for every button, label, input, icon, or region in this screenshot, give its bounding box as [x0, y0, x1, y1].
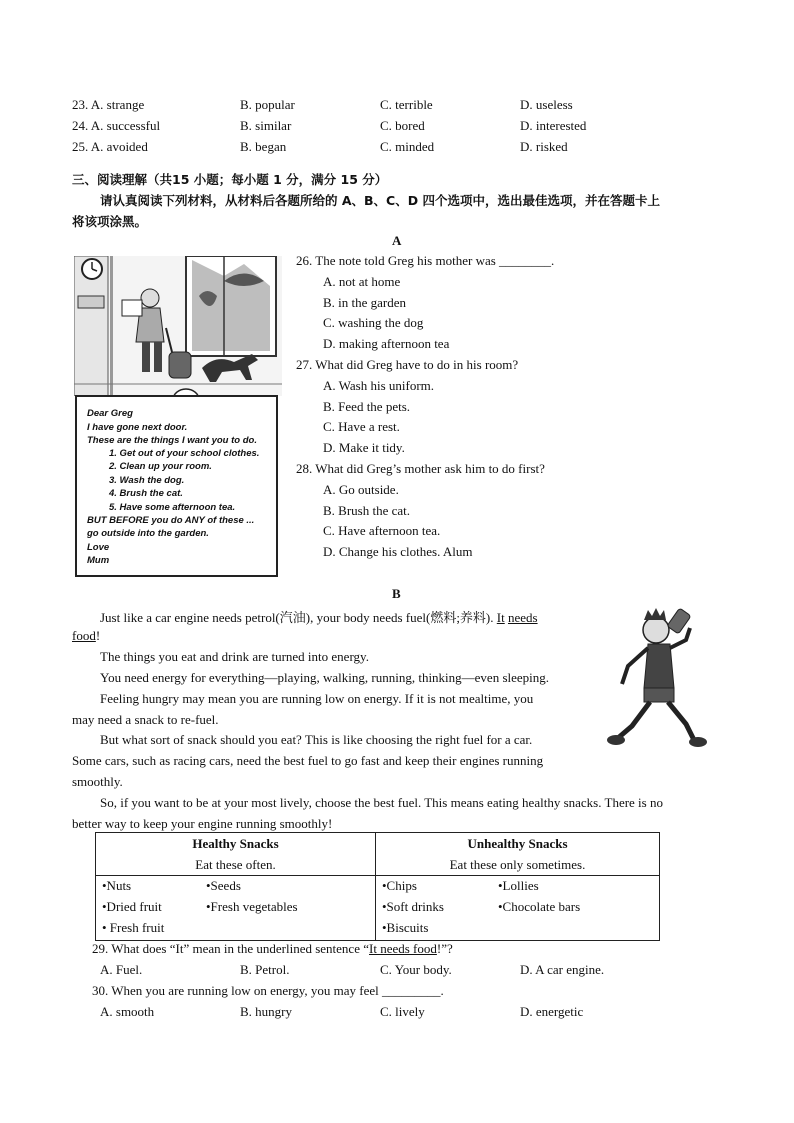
- q26-option-a: A. not at home: [323, 274, 401, 289]
- q24-option-c: C. bored: [380, 118, 425, 133]
- passage-b-p3: You need energy for everything—playing, walking, running, thinking—even sleeping.: [100, 670, 550, 685]
- q30-option-d: D. energetic: [520, 1004, 584, 1019]
- healthy-item: •Fresh vegetables: [206, 899, 298, 914]
- q24-option-d: D. interested: [520, 118, 587, 133]
- snacks-table: [95, 832, 660, 941]
- note-line-9: BUT BEFORE you do ANY of these ...: [87, 515, 255, 526]
- unhealthy-item: •Soft drinks: [382, 899, 444, 914]
- note-line-greeting: Dear Greg: [87, 408, 133, 419]
- q27-stem: 27. What did Greg have to do in his room?: [296, 357, 519, 372]
- note-line-10: go outside into the garden.: [87, 528, 209, 539]
- note-line-3: These are the things I want you to do.: [87, 435, 257, 446]
- unhealthy-item: •Biscuits: [382, 920, 429, 935]
- q28-option-a: A. Go outside.: [323, 482, 399, 497]
- passage-b-p4-line1: Feeling hungry may mean you are running low on energy. If it is not mealtime, you: [100, 691, 534, 706]
- section-instruction-line1: 请认真阅读下列材料，从材料后各题所给的 A、B、C、D 四个选项中，选出最佳选项，并在答题卡上: [100, 193, 660, 208]
- note-line-2: I have gone next door.: [87, 422, 188, 433]
- kitchen-scene-image: [74, 256, 282, 396]
- underlined-food: food: [72, 628, 96, 643]
- q29-stem-pre: 29. What does “It” mean in the underlined sentence “: [92, 941, 369, 956]
- healthy-list-cell: [96, 876, 376, 941]
- q30-option-a: A. smooth: [100, 1004, 155, 1019]
- p1-end: !: [95, 628, 101, 643]
- note-line-signature: Mum: [87, 555, 110, 566]
- unhealthy-title: Unhealthy Snacks: [467, 836, 568, 851]
- q29-option-b: B. Petrol.: [240, 962, 290, 977]
- q23-option-a: 23. A. strange: [72, 97, 145, 112]
- section-instruction-line2: 将该项涂黑。: [72, 214, 148, 229]
- q29-option-a: A. Fuel.: [100, 962, 143, 977]
- p1-text: Just like a car engine needs petrol(汽油), your body needs fuel(燃料;养料).: [100, 610, 497, 625]
- underlined-it: It: [496, 610, 505, 625]
- passage-b-p6-line1: So, if you want to be at your most lively, choose the best fuel. This means eating healthy snacks. There is no: [100, 795, 663, 810]
- q25-option-a: 25. A. avoided: [72, 139, 148, 154]
- q26-option-d: D. making afternoon tea: [323, 336, 450, 351]
- q24-option-b: B. similar: [240, 118, 292, 133]
- q28-stem: 28. What did Greg’s mother ask him to do first?: [296, 461, 545, 476]
- healthy-item: •Dried fruit: [102, 899, 162, 914]
- note-task-1: 1. Get out of your school clothes.: [109, 448, 260, 459]
- passage-b-p5-line3: smoothly.: [72, 774, 123, 789]
- underlined-needs: needs: [507, 610, 538, 625]
- note-task-3: 3. Wash the dog.: [109, 475, 185, 486]
- passage-b-p5-line2: Some cars, such as racing cars, need the best fuel to go fast and keep their engines running: [72, 753, 544, 768]
- q26-option-b: B. in the garden: [323, 295, 407, 310]
- q24-option-a: 24. A. successful: [72, 118, 161, 133]
- note-task-5: 5. Have some afternoon tea.: [109, 502, 236, 513]
- q25-option-c: C. minded: [380, 139, 435, 154]
- q26-stem: 26. The note told Greg his mother was ________.: [296, 253, 555, 268]
- q26-option-c: C. washing the dog: [323, 315, 424, 330]
- q23-option-b: B. popular: [240, 97, 295, 112]
- q27-option-b: B. Feed the pets.: [323, 399, 411, 414]
- unhealthy-subtitle: Eat these only sometimes.: [449, 857, 586, 872]
- passage-b-p4-line2: may need a snack to re-fuel.: [72, 712, 219, 727]
- unhealthy-item: •Chocolate bars: [498, 899, 581, 914]
- q29-stem-underlined: It needs food: [369, 941, 437, 956]
- unhealthy-item: •Lollies: [498, 878, 539, 893]
- section-title: 三、阅读理解（共15 小题；每小题 1 分，满分 15 分）: [72, 172, 388, 187]
- healthy-item: •Nuts: [102, 878, 132, 893]
- healthy-subtitle: Eat these often.: [195, 857, 276, 872]
- q29-option-d: D. A car engine.: [520, 962, 605, 977]
- mum-note: [75, 395, 278, 577]
- q23-option-d: D. useless: [520, 97, 573, 112]
- part-b-label: B: [392, 586, 401, 601]
- q29-stem: [92, 941, 453, 957]
- note-line-love: Love: [87, 542, 110, 553]
- healthy-title: Healthy Snacks: [192, 836, 279, 851]
- q28-option-b: B. Brush the cat.: [323, 503, 411, 518]
- passage-b-p1-line2: [72, 628, 100, 644]
- q28-option-d: D. Change his clothes. Alum: [323, 544, 473, 559]
- healthy-item: • Fresh fruit: [102, 920, 165, 935]
- q29-stem-post: !”?: [436, 941, 453, 956]
- q29-option-c: C. Your body.: [380, 962, 452, 977]
- q23-option-c: C. terrible: [380, 97, 433, 112]
- unhealthy-item: •Chips: [382, 878, 417, 893]
- q30-option-c: C. lively: [380, 1004, 425, 1019]
- q27-option-d: D. Make it tidy.: [323, 440, 405, 455]
- passage-b-p5-line1: But what sort of snack should you eat? This is like choosing the right fuel for a car.: [100, 732, 533, 747]
- note-task-2: 2. Clean up your room.: [109, 461, 212, 472]
- q28-option-c: C. Have afternoon tea.: [323, 523, 441, 538]
- passage-b-p2: The things you eat and drink are turned into energy.: [100, 649, 369, 664]
- q30-stem: 30. When you are running low on energy, you may feel _________.: [92, 983, 444, 998]
- note-task-4: 4. Brush the cat.: [109, 488, 183, 499]
- healthy-header-cell: [96, 833, 376, 876]
- unhealthy-list-cell: [376, 876, 660, 941]
- q25-option-b: B. began: [240, 139, 287, 154]
- q30-option-b: B. hungry: [240, 1004, 292, 1019]
- q27-option-a: A. Wash his uniform.: [323, 378, 435, 393]
- runner-drinking-illustration: [600, 600, 720, 758]
- healthy-item: •Seeds: [206, 878, 241, 893]
- part-a-label: A: [392, 233, 402, 248]
- passage-b-p1-line1: [100, 607, 538, 626]
- q27-option-c: C. Have a rest.: [323, 419, 400, 434]
- q25-option-d: D. risked: [520, 139, 568, 154]
- unhealthy-header-cell: [376, 833, 660, 876]
- greg-kitchen-illustration: [74, 256, 282, 396]
- passage-b-p6-line2: better way to keep your engine running smoothly!: [72, 816, 333, 831]
